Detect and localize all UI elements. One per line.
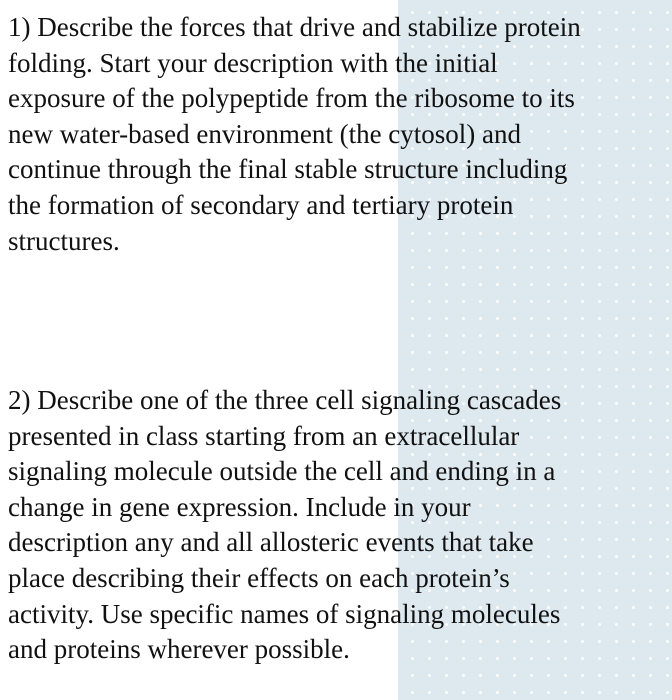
question-2-line: presented in class starting from an extracellular [8,420,520,451]
question-2-line: 2) Describe one of the three cell signaling cascades [8,385,562,415]
question-1-line: new water-based environment (the cytosol) and [8,118,522,149]
question-1-line: folding. Start your description with the initial [8,47,498,78]
question-2-line: and proteins wherever possible. [8,634,350,665]
question-1 [8,10,638,259]
question-2 [8,383,638,668]
question-1-line: continue through the final stable structure including [8,154,568,185]
question-1-line: the formation of secondary and tertiary protein [8,189,514,220]
question-1-line: exposure of the polypeptide from the ribosome to its [8,83,575,114]
question-2-line: place describing their effects on each protein’s [8,562,510,593]
question-1-line: structures. [8,225,120,256]
question-2-line: change in gene expression. Include in your [8,491,471,522]
question-2-line: description any and all allosteric events that take [8,527,534,558]
question-2-line: signaling molecule outside the cell and ending in a [8,456,556,487]
question-2-line: activity. Use specific names of signaling molecules [8,598,561,629]
question-1-line: 1) Describe the forces that drive and stabilize protein [8,12,581,42]
